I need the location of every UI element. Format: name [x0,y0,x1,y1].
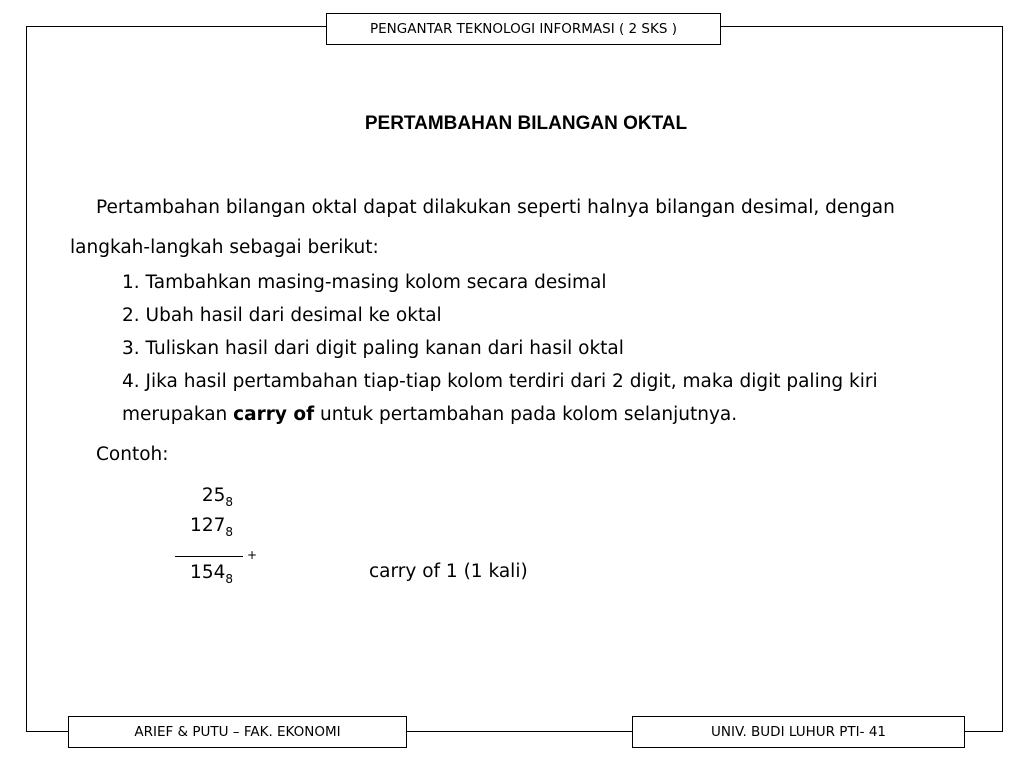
operand-1-value: 25 [201,485,226,506]
step-4-text-after: untuk pertambahan pada kolom selanjutnya. [314,404,738,425]
slide-title: PERTAMBAHAN BILANGAN OKTAL [364,113,688,134]
operand-1-base: 8 [225,495,233,509]
operand-2-value: 127 [190,515,226,536]
footer-page-box [632,716,965,748]
operand-1 [113,485,233,509]
footer-author-box [68,716,407,748]
step-3: 3. Tuliskan hasil dari digit paling kanan dari hasil oktal [122,338,624,359]
intro-line-2: langkah-langkah sebagai berikut: [70,237,379,258]
operand-2-base: 8 [225,525,233,539]
operand-2 [113,515,233,539]
result-base: 8 [225,572,233,586]
example-label: Contoh: [96,444,169,465]
step-1: 1. Tambahkan masing-masing kolom secara desimal [122,272,607,293]
footer-page-label: UNIV. BUDI LUHUR PTI- 41 [711,724,886,740]
intro-line-1: Pertambahan bilangan oktal dapat dilakukan seperti halnya bilangan desimal, dengan [96,197,895,218]
carry-of-term: carry of [233,404,315,425]
step-4: 4. Jika hasil pertambahan tiap-tiap kolom terdiri dari 2 digit, maka digit paling kiri [122,371,878,392]
header-course-label: PENGANTAR TEKNOLOGI INFORMASI ( 2 SKS ) [370,21,677,37]
header-course-box [326,13,721,45]
result-value: 154 [190,562,226,583]
result [113,562,233,586]
sum-line [175,556,243,557]
step-4-continued [122,406,737,425]
plus-sign: + [247,548,258,562]
footer-author-label: ARIEF & PUTU – FAK. EKONOMI [134,724,341,740]
carry-note: carry of 1 (1 kali) [369,561,528,582]
step-4-text-before: merupakan [122,404,234,425]
step-2: 2. Ubah hasil dari desimal ke oktal [122,305,442,326]
